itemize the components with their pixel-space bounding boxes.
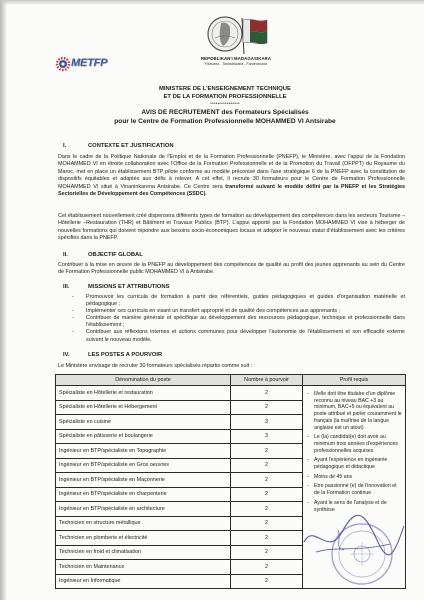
column-header-profile: Profil requis: [303, 375, 406, 386]
section-number: IV.: [63, 352, 70, 358]
positions-intro: Le Ministère envisage de recruter 30 formateurs spécialisés répartis comme suit :: [58, 363, 253, 369]
position-count: 3: [231, 429, 303, 444]
position-title: Spécialiste en pâtisserie et boulangerie: [56, 429, 231, 444]
profile-item: - Etre passionné (e) de l'innovation et de la Formation continue: [305, 483, 402, 496]
position-title: Spécialiste en Hôtellerie et Hébergement: [56, 400, 231, 415]
position-count: 2: [231, 502, 303, 517]
position-title: Technicien en structure métallique: [56, 516, 231, 531]
profile-list: [303, 386, 405, 513]
position-title: Ingénieur en BTP/spécialiste en charpenterie: [56, 487, 231, 502]
missions-list: [70, 294, 405, 344]
section-number: I.: [63, 143, 67, 149]
context-text-bold: transformé suivant le modèle défini par la PNEFP et les Stratégies Sectorielles de Développement des Compétences (SSDC).: [58, 183, 405, 198]
profile-item: - Il/elle doit être titulaire d'un diplôme reconnu au niveau BAC +3 au minimum, BAC+5 ou équivalent au poste attribué et parler couramment le français (la maîtrise de la langue anglaise est un atout): [305, 391, 402, 431]
position-count: 3: [231, 415, 303, 430]
position-count: 2: [231, 574, 303, 589]
profile-item: - Moins de 45 ans: [305, 474, 402, 481]
position-count: 2: [231, 531, 303, 546]
table-header-row: [56, 375, 406, 386]
ministry-name-line1: MINISTERE DE L'ENSEIGNEMENT TECHNIQUE: [159, 86, 291, 92]
column-header-position: Dénomination du poste: [56, 375, 231, 386]
position-count: 2: [231, 444, 303, 459]
emblem-motto: Fitiavana - Tanindrazana - Fandrosoana: [204, 61, 268, 66]
section-heading-context: [63, 143, 174, 149]
logo-text: METFP: [71, 57, 108, 69]
context-text: Dans le cadre de la Politique Nationale de l'Emploi et de la Formation Professionnelle (PNEFP), le Ministère, avec l'appui de la Fondation MOHAMMED VI en étroite collaboration avec l'Office de la Formation Professionnelle et de la Promotion du Travail (OFPPT) du Royaume du Maroc, met en place un établissement BTP pilote conforme au modèle préconisé dans l'axe stratégique 6 de la PNEFP avec la constitution de dispositifs équitables et adaptés aux défis à relever. A cet effet, il recrute 30 formateurs pour le Centre de Formation Professionnelle MOHAMMED VI situé à Vinaninkarena Antsirabe. Ce Centre sera: [58, 154, 405, 190]
section-number: II.: [63, 252, 68, 258]
section-title: LES POSTES A POURVOIR: [88, 352, 163, 358]
objective-paragraph: Contribuer à la mise en œuvre de la PNEFP au développement des compétences de qualité au profit des jeunes apprenants au sein du Centre de Formation Professionnelle public MOHAMMED VI à Antsirabe.: [58, 262, 405, 276]
context-paragraph-2: Cet établissement nouvellement créé dispensera différents types de formation au développement des compétences dans les secteurs Tourisme – Hôtellerie –Restauration (THR) et Bâtiment et Travaux Publics (BTP). L'appui apporté par la Fondation MOHAMMED VI vise à héberger de nouvelles formations qui doivent répondre aux besoins socio-économiques locaux et adopter le nouveau statut d'établissement avec les critères spécifiés dans la PNEFP.: [58, 213, 405, 242]
mission-item: - Contribuer aux réflexions internes et actions communes pour développer l'autonomie de l'établissement et son efficacité externe suivant le nouveau modèle.: [70, 329, 405, 343]
profile-requirements: [303, 386, 406, 589]
position-title: Technicien en plomberie et électricité: [56, 531, 231, 546]
madagascar-emblem-icon: [203, 13, 269, 55]
section-heading-missions: [63, 284, 169, 290]
position-title: Ingénieur en Informatique: [56, 574, 231, 589]
position-count: 2: [231, 458, 303, 473]
position-count: 2: [231, 473, 303, 488]
positions-table: [55, 374, 406, 589]
notice-subtitle: pour le Centre de Formation Professionnelle MOHAMMED VI Antsirabe: [114, 118, 336, 125]
table-row: [56, 386, 406, 401]
gear-icon: [55, 56, 71, 72]
notice-title: AVIS DE RECRUTEMENT des Formateurs Spécialisés: [141, 109, 309, 116]
section-heading-positions: [63, 352, 162, 358]
position-count: 2: [231, 545, 303, 560]
profile-item: - Ayant l'expérience en ingénierie pédagogique et didactique: [305, 457, 402, 470]
mission-item: - Implémenter ces curricula en visant un transfert approprié et de qualité des compétences aux apprenants ;: [70, 308, 405, 315]
ministry-name-line2: ET DE LA FORMATION PROFESSIONNELLE: [163, 94, 287, 100]
position-count: 2: [231, 386, 303, 401]
position-count: 2: [231, 560, 303, 575]
position-count: 2: [231, 516, 303, 531]
position-count: 2: [231, 400, 303, 415]
context-paragraph-1: [58, 154, 405, 198]
position-title: Technicien en Maintenance: [56, 560, 231, 575]
position-title: Ingénieur en BTP/spécialiste en Topographie: [56, 444, 231, 459]
profile-item: - Ayant le sens de l'analyse et de synthèse: [305, 500, 402, 513]
position-title: Ingénieur en BTP/spécialiste en Gros oeuvres: [56, 458, 231, 473]
section-title: OBJECTIF GLOBAL: [88, 252, 143, 258]
section-number: III.: [63, 284, 70, 290]
position-title: Spécialiste en cuisine: [56, 415, 231, 430]
section-title: CONTEXTE ET JUSTIFICATION: [88, 143, 174, 149]
title-separator: ****************: [210, 101, 240, 106]
section-title: MISSIONS ET ATTRIBUTIONS: [88, 284, 170, 290]
emblem-country-name: REPOBLIKAN'I MADAGASIKARA: [200, 56, 272, 61]
position-count: 2: [231, 487, 303, 502]
position-title: Ingénieur en BTP/spécialiste en Maçonnerie: [56, 473, 231, 488]
metfp-logo: [55, 54, 119, 76]
position-title: Spécialiste en Hôtellerie et restauration: [56, 386, 231, 401]
position-title: Technicien en froid et climatisation: [56, 545, 231, 560]
section-heading-objective: [63, 252, 143, 258]
mission-item: - Promouvoir les curricula de formation à partir des référentiels, guides pédagogiques et guides d'organisation matérielle et pédagogique ;: [70, 294, 405, 308]
mission-item: - Contribuer de manière générale et spécifique au développement des ressources pédagogique, technique et professionnelle dans l'établissement ;: [70, 315, 405, 329]
column-header-count: Nombre à pourvoir: [231, 375, 303, 386]
position-title: Ingénieur en BTP/spécialiste en architecture: [56, 502, 231, 517]
profile-item: - Le (la) candidat(e) doit avoir au minimum trois années d'expériences professionnelles acquises: [305, 434, 402, 454]
